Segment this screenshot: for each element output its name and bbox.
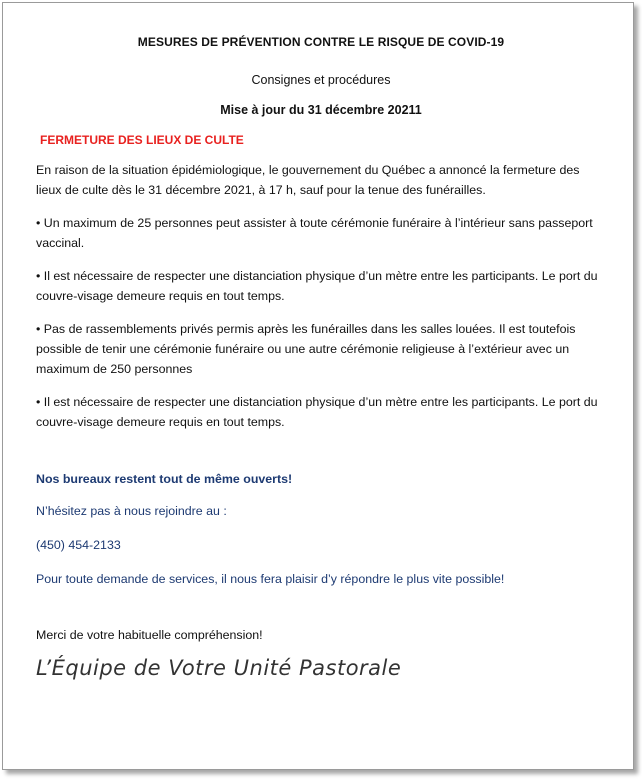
services-note: Pour toute demande de services, il nous fera plaisir d’y répondre le plus vite possible! bbox=[36, 572, 505, 586]
document-subtitle: Consignes et procédures bbox=[251, 73, 391, 87]
bullet-item-3: • Pas de rassemblements privés permis après les funérailles dans les salles louées. Il est toutefois possible de tenir une cérémonie funéraire ou une autre cérémonie religieuse à l’extérieur avec un maximum de 250 personnes bbox=[36, 322, 576, 376]
closure-heading: FERMETURE DES LIEUX DE CULTE bbox=[40, 133, 244, 147]
bullet-item-2: • Il est nécessaire de respecter une distanciation physique d’un mètre entre les participants. Le port du couvre-visage demeure requis en tout temps. bbox=[36, 269, 598, 303]
intro-paragraph: En raison de la situation épidémiologique, le gouvernement du Québec a annoncé la fermeture des lieux de culte dès le 31 décembre 2021, à 17 h, sauf pour la tenue des funérailles. bbox=[36, 163, 580, 197]
phone-number: (450) 454-2133 bbox=[36, 538, 121, 552]
document-content bbox=[36, 35, 606, 680]
bullet-item-4: • Il est nécessaire de respecter une distanciation physique d’un mètre entre les participants. Le port du couvre-visage demeure requis en tout temps. bbox=[36, 395, 598, 429]
document-title: MESURES DE PRÉVENTION CONTRE LE RISQUE DE COVID-19 bbox=[137, 35, 505, 49]
update-date: Mise à jour du 31 décembre 20211 bbox=[220, 103, 422, 117]
bullet-item-1: • Un maximum de 25 personnes peut assister à toute cérémonie funéraire à l’intérieur sans passeport vaccinal. bbox=[36, 216, 593, 250]
thanks-line: Merci de votre habituelle compréhension! bbox=[36, 628, 263, 642]
contact-prompt: N’hésitez pas à nous rejoindre au : bbox=[36, 504, 227, 518]
document-page bbox=[2, 2, 634, 770]
offices-open-notice: Nos bureaux restent tout de même ouverts! bbox=[36, 472, 293, 486]
signature: L’Équipe de Votre Unité Pastorale bbox=[36, 656, 402, 680]
